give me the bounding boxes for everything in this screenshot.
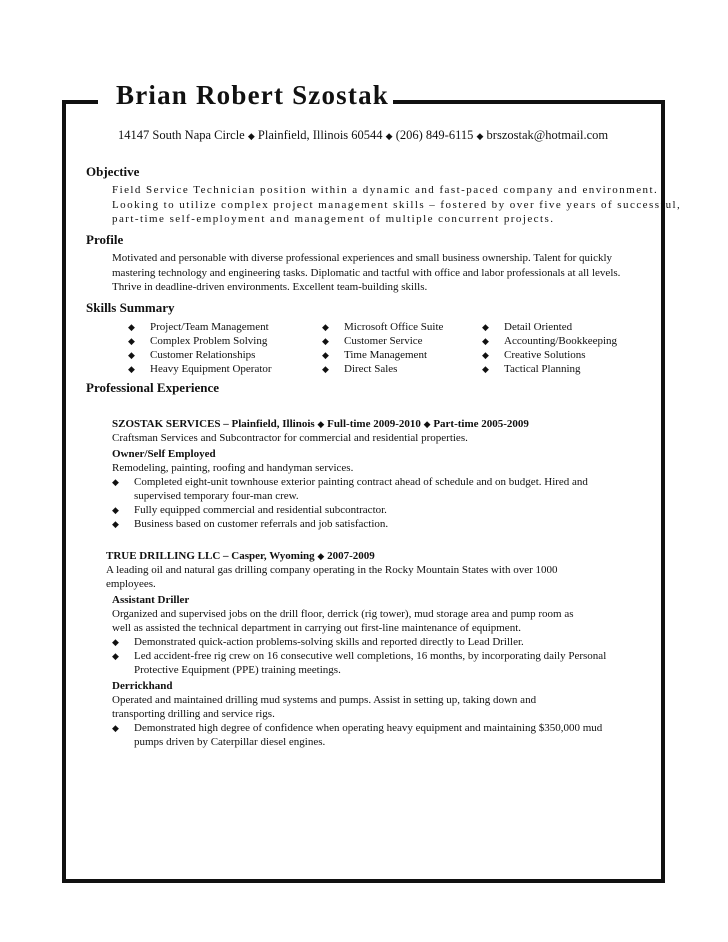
role-description: Remodeling, painting, roofing and handyman services. — [112, 462, 354, 474]
objective-text — [112, 183, 681, 227]
bullet-item: ◆ Demonstrated quick-action problems-solving skills and reported directly to Lead Driller. — [112, 636, 524, 648]
skill-item: ◆ Time Management — [322, 349, 427, 361]
role-description: transporting drilling and service rigs. — [112, 708, 275, 720]
role-title: Derrickhand — [112, 680, 173, 692]
skill-item: ◆ Accounting/Bookkeeping — [482, 335, 618, 347]
bullet-item: ◆ Business based on customer referrals and job satisfaction. — [112, 518, 389, 530]
company-description: employees. — [106, 578, 156, 590]
diamond-bullet-icon: ◆ — [128, 350, 135, 360]
job-dates: Full-time 2009-2010 — [327, 418, 421, 430]
diamond-bullet-icon: ◆ — [322, 322, 329, 332]
address: 14147 South Napa Circle — [118, 128, 245, 142]
skills-column-2 — [322, 320, 443, 376]
company-name: TRUE DRILLING LLC – Casper, Wyoming — [106, 550, 315, 562]
skill-item: ◆ Microsoft Office Suite — [322, 321, 444, 333]
bullet-item: ◆ Fully equipped commercial and residential subcontractor. — [112, 504, 387, 516]
role-description: Operated and maintained drilling mud systems and pumps. Assist in setting up, taking down and — [112, 694, 537, 706]
separator-icon: ◆ — [385, 131, 393, 141]
bullet-item: ◆ Demonstrated high degree of confidence when operating heavy equipment and maintaining $350,000 mud pumps driven by Caterpillar diesel engines. — [112, 722, 603, 748]
company-description: Craftsman Services and Subcontractor for commercial and residential properties. — [112, 432, 468, 444]
frame-left — [62, 100, 66, 883]
frame-top-right — [384, 100, 665, 104]
diamond-bullet-icon: ◆ — [482, 336, 489, 346]
diamond-bullet-icon: ◆ — [112, 519, 119, 529]
skill-item: ◆ Detail Oriented — [482, 321, 573, 333]
objective-heading: Objective — [86, 164, 140, 179]
objective-line: Looking to utilize complex project management skills – fostered by over five years of successful, — [112, 198, 682, 211]
objective-line: part-time self-employment and management of multiple concurrent projects. — [112, 213, 555, 225]
diamond-bullet-icon: ◆ — [482, 364, 489, 374]
skill-item: ◆ Customer Service — [322, 335, 423, 347]
separator-icon: ◆ — [317, 419, 325, 429]
objective-line: Field Service Technician position within a dynamic and fast-paced company and environment. — [112, 184, 659, 196]
frame-bottom — [62, 879, 665, 883]
separator-icon: ◆ — [423, 419, 431, 429]
bullet-item: ◆ Completed eight-unit townhouse exterior painting contract ahead of schedule and on budget. Hired and supervised temporary four-man crew. — [112, 476, 588, 502]
diamond-bullet-icon: ◆ — [112, 505, 119, 515]
skill-item: ◆ Heavy Equipment Operator — [128, 363, 272, 375]
diamond-bullet-icon: ◆ — [322, 350, 329, 360]
frame-top-left — [62, 100, 98, 104]
skill-item: ◆ Customer Relationships — [128, 349, 256, 361]
profile-text — [112, 251, 620, 295]
role-description: Organized and supervised jobs on the drill floor, derrick (rig tower), mud storage area and pump room as — [112, 608, 574, 620]
skill-item: ◆ Complex Problem Solving — [128, 335, 268, 347]
role-description: well as assisted the technical department in carrying out first-line maintenance of equipment. — [112, 622, 521, 634]
bullet-item: ◆ Led accident-free rig crew on 16 consecutive well completions, 16 months, by incorporating daily Personal Protective Equipment (PPE) training meetings. — [112, 650, 607, 676]
skill-item: ◆ Tactical Planning — [482, 363, 581, 375]
skill-item: ◆ Project/Team Management — [128, 321, 269, 333]
diamond-bullet-icon: ◆ — [112, 637, 119, 647]
experience-heading: Professional Experience — [86, 380, 219, 395]
profile-line: mastering technology and engineering tasks. Diplomatic and tactful with office and labor professionals at all levels. — [112, 266, 621, 279]
skills-heading: Skills Summary — [86, 300, 175, 315]
separator-icon: ◆ — [317, 551, 325, 561]
diamond-bullet-icon: ◆ — [112, 651, 119, 661]
diamond-bullet-icon: ◆ — [482, 322, 489, 332]
company-description: A leading oil and natural gas drilling company operating in the Rocky Mountain States with over 1000 — [106, 564, 558, 576]
separator-icon: ◆ — [247, 131, 255, 141]
diamond-bullet-icon: ◆ — [322, 336, 329, 346]
diamond-bullet-icon: ◆ — [128, 364, 135, 374]
job-dates: Part-time 2005-2009 — [433, 418, 529, 430]
job-dates: 2007-2009 — [327, 550, 375, 562]
separator-icon: ◆ — [476, 131, 484, 141]
city: Plainfield, Illinois 60544 — [257, 128, 383, 142]
job-szostak — [112, 417, 652, 531]
diamond-bullet-icon: ◆ — [482, 350, 489, 360]
diamond-bullet-icon: ◆ — [128, 322, 135, 332]
skills-column-1 — [128, 320, 272, 376]
role-assistant-driller — [106, 593, 651, 749]
diamond-bullet-icon: ◆ — [112, 723, 119, 733]
role-title: Owner/Self Employed — [112, 448, 216, 460]
profile-line: Thrive in deadline-driven environments. Excellent team-building skills. — [112, 281, 428, 293]
job-true-drilling — [106, 549, 651, 749]
diamond-bullet-icon: ◆ — [128, 336, 135, 346]
contact-line — [118, 128, 608, 143]
email: brszostak@hotmail.com — [486, 128, 609, 142]
company-name: SZOSTAK SERVICES – Plainfield, Illinois — [112, 418, 315, 430]
skill-item: ◆ Creative Solutions — [482, 349, 586, 361]
role-title: Assistant Driller — [112, 594, 190, 606]
phone: (206) 849-6115 — [395, 128, 474, 142]
job-heading — [112, 417, 652, 431]
skill-item: ◆ Direct Sales — [322, 363, 398, 375]
resume-name: Brian Robert Szostak — [112, 80, 393, 111]
profile-heading: Profile — [86, 232, 124, 247]
profile-line: Motivated and personable with diverse professional experiences and small business ownership. Talent for quickly — [112, 252, 613, 264]
diamond-bullet-icon: ◆ — [112, 477, 119, 487]
diamond-bullet-icon: ◆ — [322, 364, 329, 374]
job-heading — [106, 549, 651, 563]
skills-column-3 — [482, 320, 617, 376]
